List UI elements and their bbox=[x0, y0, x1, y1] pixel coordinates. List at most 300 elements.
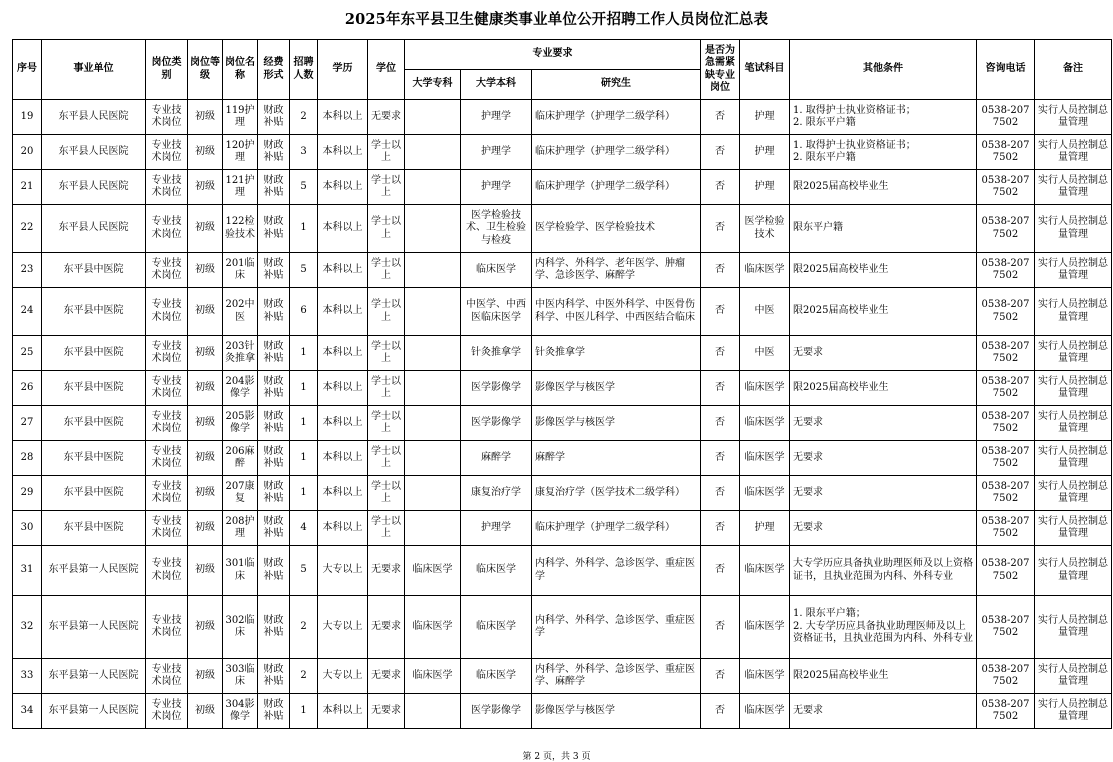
document-title: 2025年东平县卫生健康类事业单位公开招聘工作人员岗位汇总表 bbox=[344, 11, 769, 28]
cell-post-name: 301临床 bbox=[223, 546, 258, 596]
cell-education: 本科以上 bbox=[318, 441, 368, 476]
cell-education: 本科以上 bbox=[318, 135, 368, 170]
header-education: 学历 bbox=[318, 40, 368, 100]
cell-seq: 25 bbox=[13, 336, 42, 371]
cell-phone: 0538-2077502 bbox=[977, 406, 1035, 441]
cell-degree: 学士以上 bbox=[368, 253, 405, 288]
cell-degree: 无要求 bbox=[368, 546, 405, 596]
cell-education: 本科以上 bbox=[318, 511, 368, 546]
cell-remark: 实行人员控制总量管理 bbox=[1035, 546, 1112, 596]
cell-category: 专业技术岗位 bbox=[146, 546, 188, 596]
cell-graduate: 针灸推拿学 bbox=[532, 336, 701, 371]
table-row bbox=[13, 135, 1112, 170]
cell-undergrad: 医学影像学 bbox=[461, 406, 532, 441]
cell-remark: 实行人员控制总量管理 bbox=[1035, 659, 1112, 694]
cell-remark: 实行人员控制总量管理 bbox=[1035, 371, 1112, 406]
cell-undergrad: 中医学、中西医临床医学 bbox=[461, 288, 532, 336]
table-row bbox=[13, 371, 1112, 406]
cell-count: 1 bbox=[290, 371, 318, 406]
cell-exam: 护理 bbox=[740, 135, 790, 170]
cell-seq: 27 bbox=[13, 406, 42, 441]
cell-college bbox=[405, 371, 461, 406]
cell-category: 专业技术岗位 bbox=[146, 694, 188, 729]
cell-exam: 临床医学 bbox=[740, 406, 790, 441]
cell-urgent: 否 bbox=[701, 371, 740, 406]
cell-category: 专业技术岗位 bbox=[146, 100, 188, 135]
cell-post-name: 201临床 bbox=[223, 253, 258, 288]
table-row bbox=[13, 596, 1112, 659]
cell-post-name: 302临床 bbox=[223, 596, 258, 659]
cell-post-name: 203针灸推拿 bbox=[223, 336, 258, 371]
cell-remark: 实行人员控制总量管理 bbox=[1035, 511, 1112, 546]
cell-seq: 33 bbox=[13, 659, 42, 694]
cell-phone: 0538-2077502 bbox=[977, 253, 1035, 288]
cell-remark: 实行人员控制总量管理 bbox=[1035, 441, 1112, 476]
cell-category: 专业技术岗位 bbox=[146, 406, 188, 441]
cell-remark: 实行人员控制总量管理 bbox=[1035, 135, 1112, 170]
cell-post-name: 202中医 bbox=[223, 288, 258, 336]
cell-funding: 财政补贴 bbox=[258, 205, 290, 253]
cell-level: 初级 bbox=[188, 170, 223, 205]
cell-remark: 实行人员控制总量管理 bbox=[1035, 100, 1112, 135]
cell-undergrad: 康复治疗学 bbox=[461, 476, 532, 511]
cell-funding: 财政补贴 bbox=[258, 288, 290, 336]
cell-phone: 0538-2077502 bbox=[977, 659, 1035, 694]
cell-graduate: 影像医学与核医学 bbox=[532, 406, 701, 441]
cell-seq: 32 bbox=[13, 596, 42, 659]
cell-category: 专业技术岗位 bbox=[146, 205, 188, 253]
cell-phone: 0538-2077502 bbox=[977, 170, 1035, 205]
cell-unit: 东平县中医院 bbox=[42, 288, 146, 336]
cell-urgent: 否 bbox=[701, 253, 740, 288]
cell-remark: 实行人员控制总量管理 bbox=[1035, 406, 1112, 441]
cell-exam: 临床医学 bbox=[740, 476, 790, 511]
header-funding: 经费形式 bbox=[258, 40, 290, 100]
cell-undergrad: 临床医学 bbox=[461, 596, 532, 659]
cell-other: 无要求 bbox=[790, 336, 977, 371]
cell-unit: 东平县中医院 bbox=[42, 511, 146, 546]
cell-graduate: 内科学、外科学、急诊医学、重症医学 bbox=[532, 596, 701, 659]
cell-exam: 临床医学 bbox=[740, 596, 790, 659]
cell-remark: 实行人员控制总量管理 bbox=[1035, 205, 1112, 253]
cell-urgent: 否 bbox=[701, 288, 740, 336]
cell-category: 专业技术岗位 bbox=[146, 371, 188, 406]
cell-level: 初级 bbox=[188, 694, 223, 729]
cell-unit: 东平县人民医院 bbox=[42, 205, 146, 253]
cell-degree: 无要求 bbox=[368, 694, 405, 729]
cell-college bbox=[405, 406, 461, 441]
cell-unit: 东平县中医院 bbox=[42, 253, 146, 288]
cell-funding: 财政补贴 bbox=[258, 170, 290, 205]
cell-seq: 31 bbox=[13, 546, 42, 596]
cell-degree: 学士以上 bbox=[368, 135, 405, 170]
cell-exam: 临床医学 bbox=[740, 371, 790, 406]
cell-exam: 护理 bbox=[740, 170, 790, 205]
cell-unit: 东平县第一人民医院 bbox=[42, 546, 146, 596]
cell-remark: 实行人员控制总量管理 bbox=[1035, 596, 1112, 659]
header-undergrad: 大学本科 bbox=[461, 70, 532, 100]
header-level: 岗位等级 bbox=[188, 40, 223, 100]
cell-count: 1 bbox=[290, 441, 318, 476]
cell-funding: 财政补贴 bbox=[258, 476, 290, 511]
cell-other: 限东平户籍 bbox=[790, 205, 977, 253]
cell-count: 2 bbox=[290, 100, 318, 135]
cell-seq: 24 bbox=[13, 288, 42, 336]
cell-exam: 临床医学 bbox=[740, 253, 790, 288]
cell-undergrad: 护理学 bbox=[461, 100, 532, 135]
cell-level: 初级 bbox=[188, 406, 223, 441]
cell-other: 限2025届高校毕业生 bbox=[790, 288, 977, 336]
cell-post-name: 122检验技术 bbox=[223, 205, 258, 253]
header-graduate: 研究生 bbox=[532, 70, 701, 100]
cell-graduate: 临床护理学（护理学二级学科） bbox=[532, 100, 701, 135]
cell-remark: 实行人员控制总量管理 bbox=[1035, 288, 1112, 336]
cell-degree: 无要求 bbox=[368, 596, 405, 659]
cell-phone: 0538-2077502 bbox=[977, 694, 1035, 729]
cell-seq: 19 bbox=[13, 100, 42, 135]
header-degree: 学位 bbox=[368, 40, 405, 100]
cell-funding: 财政补贴 bbox=[258, 371, 290, 406]
cell-degree: 学士以上 bbox=[368, 511, 405, 546]
cell-education: 大专以上 bbox=[318, 546, 368, 596]
cell-college bbox=[405, 253, 461, 288]
cell-phone: 0538-2077502 bbox=[977, 546, 1035, 596]
cell-unit: 东平县人民医院 bbox=[42, 100, 146, 135]
cell-unit: 东平县第一人民医院 bbox=[42, 694, 146, 729]
cell-post-name: 204影像学 bbox=[223, 371, 258, 406]
table-row bbox=[13, 205, 1112, 253]
header-exam: 笔试科目 bbox=[740, 40, 790, 100]
cell-undergrad: 麻醉学 bbox=[461, 441, 532, 476]
cell-undergrad: 医学影像学 bbox=[461, 694, 532, 729]
cell-graduate: 麻醉学 bbox=[532, 441, 701, 476]
cell-education: 大专以上 bbox=[318, 596, 368, 659]
cell-graduate: 康复治疗学（医学技术二级学科） bbox=[532, 476, 701, 511]
cell-count: 2 bbox=[290, 659, 318, 694]
cell-undergrad: 临床医学 bbox=[461, 546, 532, 596]
cell-graduate: 医学检验学、医学检验技术 bbox=[532, 205, 701, 253]
cell-other: 1. 取得护士执业资格证书； 2. 限东平户籍 bbox=[790, 100, 977, 135]
cell-seq: 23 bbox=[13, 253, 42, 288]
cell-undergrad: 医学检验技术、卫生检验与检疫 bbox=[461, 205, 532, 253]
cell-undergrad: 针灸推拿学 bbox=[461, 336, 532, 371]
cell-phone: 0538-2077502 bbox=[977, 205, 1035, 253]
cell-exam: 护理 bbox=[740, 100, 790, 135]
cell-funding: 财政补贴 bbox=[258, 336, 290, 371]
cell-other: 无要求 bbox=[790, 476, 977, 511]
cell-exam: 临床医学 bbox=[740, 694, 790, 729]
cell-urgent: 否 bbox=[701, 406, 740, 441]
cell-unit: 东平县中医院 bbox=[42, 406, 146, 441]
header-other: 其他条件 bbox=[790, 40, 977, 100]
cell-post-name: 119护理 bbox=[223, 100, 258, 135]
cell-urgent: 否 bbox=[701, 511, 740, 546]
cell-degree: 学士以上 bbox=[368, 371, 405, 406]
cell-phone: 0538-2077502 bbox=[977, 336, 1035, 371]
cell-other: 无要求 bbox=[790, 694, 977, 729]
cell-category: 专业技术岗位 bbox=[146, 135, 188, 170]
cell-unit: 东平县中医院 bbox=[42, 336, 146, 371]
cell-post-name: 205影像学 bbox=[223, 406, 258, 441]
cell-category: 专业技术岗位 bbox=[146, 659, 188, 694]
header-category: 岗位类别 bbox=[146, 40, 188, 100]
cell-funding: 财政补贴 bbox=[258, 406, 290, 441]
cell-unit: 东平县中医院 bbox=[42, 476, 146, 511]
cell-exam: 临床医学 bbox=[740, 441, 790, 476]
cell-level: 初级 bbox=[188, 100, 223, 135]
cell-seq: 34 bbox=[13, 694, 42, 729]
cell-level: 初级 bbox=[188, 253, 223, 288]
cell-education: 本科以上 bbox=[318, 336, 368, 371]
cell-degree: 学士以上 bbox=[368, 336, 405, 371]
cell-funding: 财政补贴 bbox=[258, 511, 290, 546]
cell-other: 1. 限东平户籍； 2. 大专学历应具备执业助理医师及以上资格证书，且执业范围为内科、外科专业 bbox=[790, 596, 977, 659]
cell-college: 临床医学 bbox=[405, 546, 461, 596]
cell-other: 限2025届高校毕业生 bbox=[790, 659, 977, 694]
cell-urgent: 否 bbox=[701, 205, 740, 253]
table-row bbox=[13, 441, 1112, 476]
header-remark: 备注 bbox=[1035, 40, 1112, 100]
cell-level: 初级 bbox=[188, 135, 223, 170]
cell-urgent: 否 bbox=[701, 476, 740, 511]
recruitment-table bbox=[12, 39, 1112, 729]
cell-unit: 东平县中医院 bbox=[42, 371, 146, 406]
cell-phone: 0538-2077502 bbox=[977, 596, 1035, 659]
cell-college bbox=[405, 135, 461, 170]
cell-graduate: 内科学、外科学、老年医学、肿瘤学、急诊医学、麻醉学 bbox=[532, 253, 701, 288]
cell-other: 限2025届高校毕业生 bbox=[790, 170, 977, 205]
cell-other: 大专学历应具备执业助理医师及以上资格证书，且执业范围为内科、外科专业 bbox=[790, 546, 977, 596]
cell-category: 专业技术岗位 bbox=[146, 170, 188, 205]
cell-education: 本科以上 bbox=[318, 476, 368, 511]
cell-degree: 学士以上 bbox=[368, 288, 405, 336]
cell-exam: 医学检验技术 bbox=[740, 205, 790, 253]
cell-post-name: 207康复 bbox=[223, 476, 258, 511]
cell-undergrad: 护理学 bbox=[461, 135, 532, 170]
cell-college bbox=[405, 170, 461, 205]
table-row bbox=[13, 476, 1112, 511]
cell-level: 初级 bbox=[188, 336, 223, 371]
cell-level: 初级 bbox=[188, 546, 223, 596]
cell-education: 本科以上 bbox=[318, 406, 368, 441]
cell-seq: 21 bbox=[13, 170, 42, 205]
table-row bbox=[13, 336, 1112, 371]
cell-count: 3 bbox=[290, 135, 318, 170]
cell-category: 专业技术岗位 bbox=[146, 596, 188, 659]
cell-college bbox=[405, 476, 461, 511]
cell-unit: 东平县第一人民医院 bbox=[42, 659, 146, 694]
cell-graduate: 临床护理学（护理学二级学科） bbox=[532, 135, 701, 170]
cell-funding: 财政补贴 bbox=[258, 596, 290, 659]
cell-funding: 财政补贴 bbox=[258, 546, 290, 596]
cell-seq: 30 bbox=[13, 511, 42, 546]
cell-category: 专业技术岗位 bbox=[146, 476, 188, 511]
table-row bbox=[13, 406, 1112, 441]
cell-graduate: 内科学、外科学、急诊医学、重症医学、麻醉学 bbox=[532, 659, 701, 694]
cell-urgent: 否 bbox=[701, 694, 740, 729]
header-unit: 事业单位 bbox=[42, 40, 146, 100]
cell-funding: 财政补贴 bbox=[258, 253, 290, 288]
cell-degree: 学士以上 bbox=[368, 406, 405, 441]
cell-education: 本科以上 bbox=[318, 170, 368, 205]
cell-funding: 财政补贴 bbox=[258, 441, 290, 476]
cell-remark: 实行人员控制总量管理 bbox=[1035, 253, 1112, 288]
header-count: 招聘人数 bbox=[290, 40, 318, 100]
cell-phone: 0538-2077502 bbox=[977, 441, 1035, 476]
cell-count: 5 bbox=[290, 546, 318, 596]
cell-level: 初级 bbox=[188, 659, 223, 694]
cell-urgent: 否 bbox=[701, 659, 740, 694]
cell-graduate: 内科学、外科学、急诊医学、重症医学 bbox=[532, 546, 701, 596]
cell-education: 本科以上 bbox=[318, 205, 368, 253]
cell-count: 5 bbox=[290, 253, 318, 288]
cell-unit: 东平县第一人民医院 bbox=[42, 596, 146, 659]
cell-college bbox=[405, 336, 461, 371]
cell-urgent: 否 bbox=[701, 546, 740, 596]
cell-education: 本科以上 bbox=[318, 253, 368, 288]
cell-college: 临床医学 bbox=[405, 659, 461, 694]
cell-urgent: 否 bbox=[701, 100, 740, 135]
cell-graduate: 临床护理学（护理学二级学科） bbox=[532, 170, 701, 205]
cell-seq: 28 bbox=[13, 441, 42, 476]
cell-count: 1 bbox=[290, 476, 318, 511]
cell-urgent: 否 bbox=[701, 135, 740, 170]
header-college: 大学专科 bbox=[405, 70, 461, 100]
cell-exam: 中医 bbox=[740, 288, 790, 336]
cell-phone: 0538-2077502 bbox=[977, 476, 1035, 511]
cell-college bbox=[405, 694, 461, 729]
cell-exam: 中医 bbox=[740, 336, 790, 371]
cell-seq: 29 bbox=[13, 476, 42, 511]
cell-count: 1 bbox=[290, 406, 318, 441]
cell-post-name: 206麻醉 bbox=[223, 441, 258, 476]
cell-undergrad: 护理学 bbox=[461, 170, 532, 205]
cell-unit: 东平县人民医院 bbox=[42, 135, 146, 170]
cell-college bbox=[405, 441, 461, 476]
header-phone: 咨询电话 bbox=[977, 40, 1035, 100]
cell-graduate: 影像医学与核医学 bbox=[532, 371, 701, 406]
cell-phone: 0538-2077502 bbox=[977, 511, 1035, 546]
cell-seq: 26 bbox=[13, 371, 42, 406]
table-row bbox=[13, 659, 1112, 694]
cell-category: 专业技术岗位 bbox=[146, 253, 188, 288]
cell-category: 专业技术岗位 bbox=[146, 288, 188, 336]
cell-college bbox=[405, 100, 461, 135]
page-footer: 第 2 页，共 3 页 bbox=[522, 752, 591, 762]
cell-count: 5 bbox=[290, 170, 318, 205]
cell-graduate: 临床护理学（护理学二级学科） bbox=[532, 511, 701, 546]
cell-funding: 财政补贴 bbox=[258, 659, 290, 694]
table-row bbox=[13, 511, 1112, 546]
cell-level: 初级 bbox=[188, 476, 223, 511]
cell-undergrad: 临床医学 bbox=[461, 659, 532, 694]
cell-urgent: 否 bbox=[701, 170, 740, 205]
cell-post-name: 304影像学 bbox=[223, 694, 258, 729]
cell-degree: 学士以上 bbox=[368, 441, 405, 476]
cell-remark: 实行人员控制总量管理 bbox=[1035, 336, 1112, 371]
cell-college: 临床医学 bbox=[405, 596, 461, 659]
header-urgent: 是否为急需紧缺专业岗位 bbox=[701, 40, 740, 100]
cell-education: 大专以上 bbox=[318, 659, 368, 694]
cell-remark: 实行人员控制总量管理 bbox=[1035, 476, 1112, 511]
cell-post-name: 121护理 bbox=[223, 170, 258, 205]
cell-other: 无要求 bbox=[790, 406, 977, 441]
cell-undergrad: 医学影像学 bbox=[461, 371, 532, 406]
cell-education: 本科以上 bbox=[318, 694, 368, 729]
cell-other: 1. 取得护士执业资格证书； 2. 限东平户籍 bbox=[790, 135, 977, 170]
cell-undergrad: 临床医学 bbox=[461, 253, 532, 288]
cell-other: 限2025届高校毕业生 bbox=[790, 253, 977, 288]
cell-urgent: 否 bbox=[701, 336, 740, 371]
cell-count: 2 bbox=[290, 596, 318, 659]
cell-seq: 20 bbox=[13, 135, 42, 170]
cell-category: 专业技术岗位 bbox=[146, 336, 188, 371]
cell-other: 限2025届高校毕业生 bbox=[790, 371, 977, 406]
cell-phone: 0538-2077502 bbox=[977, 100, 1035, 135]
cell-seq: 22 bbox=[13, 205, 42, 253]
cell-funding: 财政补贴 bbox=[258, 100, 290, 135]
cell-funding: 财政补贴 bbox=[258, 694, 290, 729]
cell-education: 本科以上 bbox=[318, 100, 368, 135]
table-row bbox=[13, 694, 1112, 729]
header-post-name: 岗位名称 bbox=[223, 40, 258, 100]
cell-degree: 学士以上 bbox=[368, 205, 405, 253]
cell-post-name: 208护理 bbox=[223, 511, 258, 546]
cell-undergrad: 护理学 bbox=[461, 511, 532, 546]
cell-degree: 学士以上 bbox=[368, 476, 405, 511]
cell-degree: 无要求 bbox=[368, 659, 405, 694]
cell-education: 本科以上 bbox=[318, 288, 368, 336]
cell-urgent: 否 bbox=[701, 596, 740, 659]
header-major-group: 专业要求 bbox=[405, 40, 701, 70]
cell-college bbox=[405, 205, 461, 253]
cell-education: 本科以上 bbox=[318, 371, 368, 406]
cell-urgent: 否 bbox=[701, 441, 740, 476]
cell-funding: 财政补贴 bbox=[258, 135, 290, 170]
cell-category: 专业技术岗位 bbox=[146, 441, 188, 476]
cell-count: 6 bbox=[290, 288, 318, 336]
cell-count: 1 bbox=[290, 694, 318, 729]
table-row bbox=[13, 288, 1112, 336]
cell-remark: 实行人员控制总量管理 bbox=[1035, 694, 1112, 729]
cell-level: 初级 bbox=[188, 205, 223, 253]
cell-remark: 实行人员控制总量管理 bbox=[1035, 170, 1112, 205]
cell-college bbox=[405, 288, 461, 336]
cell-level: 初级 bbox=[188, 441, 223, 476]
cell-unit: 东平县中医院 bbox=[42, 441, 146, 476]
cell-exam: 护理 bbox=[740, 511, 790, 546]
table-row bbox=[13, 546, 1112, 596]
table-row bbox=[13, 253, 1112, 288]
table-body bbox=[13, 100, 1112, 729]
cell-exam: 临床医学 bbox=[740, 546, 790, 596]
cell-level: 初级 bbox=[188, 371, 223, 406]
cell-post-name: 120护理 bbox=[223, 135, 258, 170]
cell-count: 1 bbox=[290, 336, 318, 371]
cell-phone: 0538-2077502 bbox=[977, 135, 1035, 170]
cell-post-name: 303临床 bbox=[223, 659, 258, 694]
cell-count: 4 bbox=[290, 511, 318, 546]
cell-degree: 无要求 bbox=[368, 100, 405, 135]
cell-phone: 0538-2077502 bbox=[977, 288, 1035, 336]
table-row bbox=[13, 100, 1112, 135]
header-seq: 序号 bbox=[13, 40, 42, 100]
cell-phone: 0538-2077502 bbox=[977, 371, 1035, 406]
cell-exam: 临床医学 bbox=[740, 659, 790, 694]
cell-graduate: 影像医学与核医学 bbox=[532, 694, 701, 729]
cell-unit: 东平县人民医院 bbox=[42, 170, 146, 205]
cell-level: 初级 bbox=[188, 288, 223, 336]
